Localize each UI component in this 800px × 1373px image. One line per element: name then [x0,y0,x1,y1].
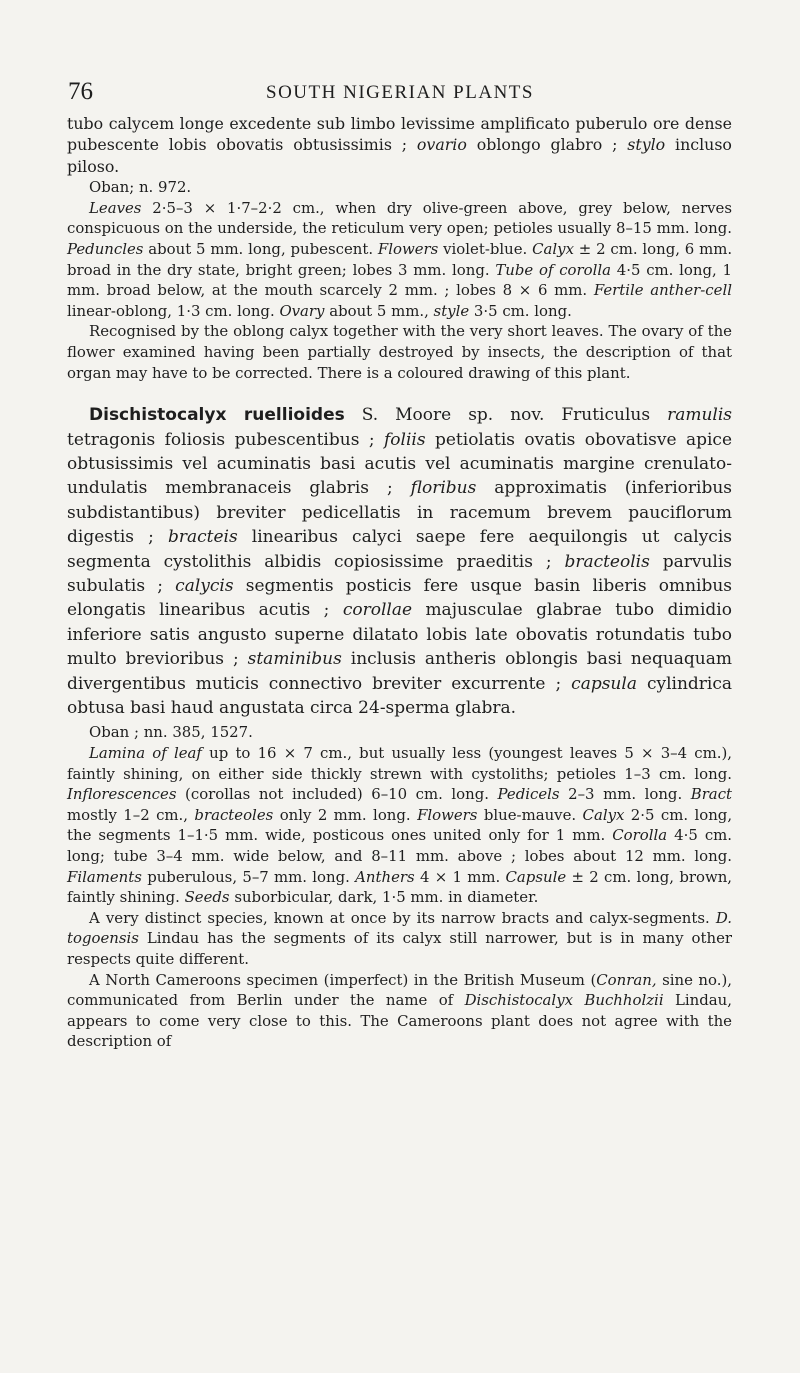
page-number: 76 [68,78,93,105]
locality-oban-972: Oban; n. 972. [89,178,192,197]
species-name: Dischistocalyx ruellioides [89,405,345,426]
running-title: SOUTH NIGERIAN PLANTS [266,82,534,103]
species-note-2: A North Cameroons specimen (imperfect) in the British Museum (Conran, sine no.), communicated from Berlin under the name of Dischistocalyx Buchholzii Lindau, appears to come very close to this. The Cameroons plant does not agree with the description of [67,970,732,1051]
locality-oban-385: Oban ; nn. 385, 1527. [89,723,253,742]
body-text [67,113,732,1052]
species-diagnosis: Dischistocalyx ruellioides S. Moore sp. nov. Fruticulus ramulis tetragonis foliosis pubescentibus ; foliis petiolatis ovatis obovatisve apice obtusissimis vel acuminatis basi acutis vel acuminatis margine crenulato-undulatis membranaceis glabris ; floribus approximatis (inferioribus subdistantibus) breviter pedicellatis in racemum brevem pauciflorum digestis ; bracteis linearibus calyci saepe fere aequilongis ut calycis segmenta cystolithis albidis copiosissime praeditis ; bracteolis parvulis subulatis ; calycis segmentis posticis fere usque basin liberis omnibus elongatis linearibus acutis ; corollae majusculae glabrae tubo dimidio inferiore satis angusto superne dilatato lobis late obovatis rotundatis tubo multo brevioribus ; staminibus inclusis antheris oblongis basi nequaquam divergentibus muticis connectivo breviter excurrente ; capsula cylindrica obtusa basi haud angustata circa 24-sperma glabra. [67,405,733,719]
description-paragraph: Leaves 2·5–3 × 1·7–2·2 cm., when dry olive-green above, grey below, nerves conspicuous on the underside, the reticulum very open; petioles usually 8–15 mm. long. Peduncles about 5 mm. long, pubescent. Flowers violet-blue. Calyx ± 2 cm. long, 6 mm. broad in the dry state, bright green; lobes 3 mm. long. Tube of corolla 4·5 cm. long, 1 mm. broad below, at the mouth scarcely 2 mm. ; lobes 8 × 6 mm. Fertile anther-cell linear-oblong, 1·3 cm. long. Ovary about 5 mm., style 3·5 cm. long. [67,198,733,320]
remarks-paragraph: Recognised by the oblong calyx together with the very short leaves. The ovary of the flower examined having been partially destroyed by insects, the description of that organ may have to be corrected. There is a coloured drawing of this plant. [67,322,732,382]
diagnosis-continuation: tubo calycem longe excedente sub limbo levissime amplificato puberulo ore dense pubescente lobis obovatis obtusissimis ; ovario oblongo glabro ; stylo incluso piloso. [67,114,732,176]
species-note-1: A very distinct species, known at once by its narrow bracts and calyx-segments. D. togoensis Lindau has the segments of its calyx still narrower, but is in many other respects quite different. [67,908,733,968]
species-description: Lamina of leaf up to 16 × 7 cm., but usually less (youngest leaves 5 × 3–4 cm.), faintly shining, on either side thickly strewn with cystoliths; petioles 1–3 cm. long. Inflorescences (corollas not included) 6–10 cm. long. Pedicels 2–3 mm. long. Bract mostly 1–2 cm., bracteoles only 2 mm. long. Flowers blue-mauve. Calyx 2·5 cm. long, the segments 1–1·5 mm. wide, posticous ones united only for 1 mm. Corolla 4·5 cm. long; tube 3–4 mm. wide below, and 8–11 mm. above ; lobes about 12 mm. long. Filaments puberulous, 5–7 mm. long. Anthers 4 × 1 mm. Capsule ± 2 cm. long, brown, faintly shining. Seeds suborbicular, dark, 1·5 mm. in diameter. [67,744,733,907]
page-header [68,78,732,108]
